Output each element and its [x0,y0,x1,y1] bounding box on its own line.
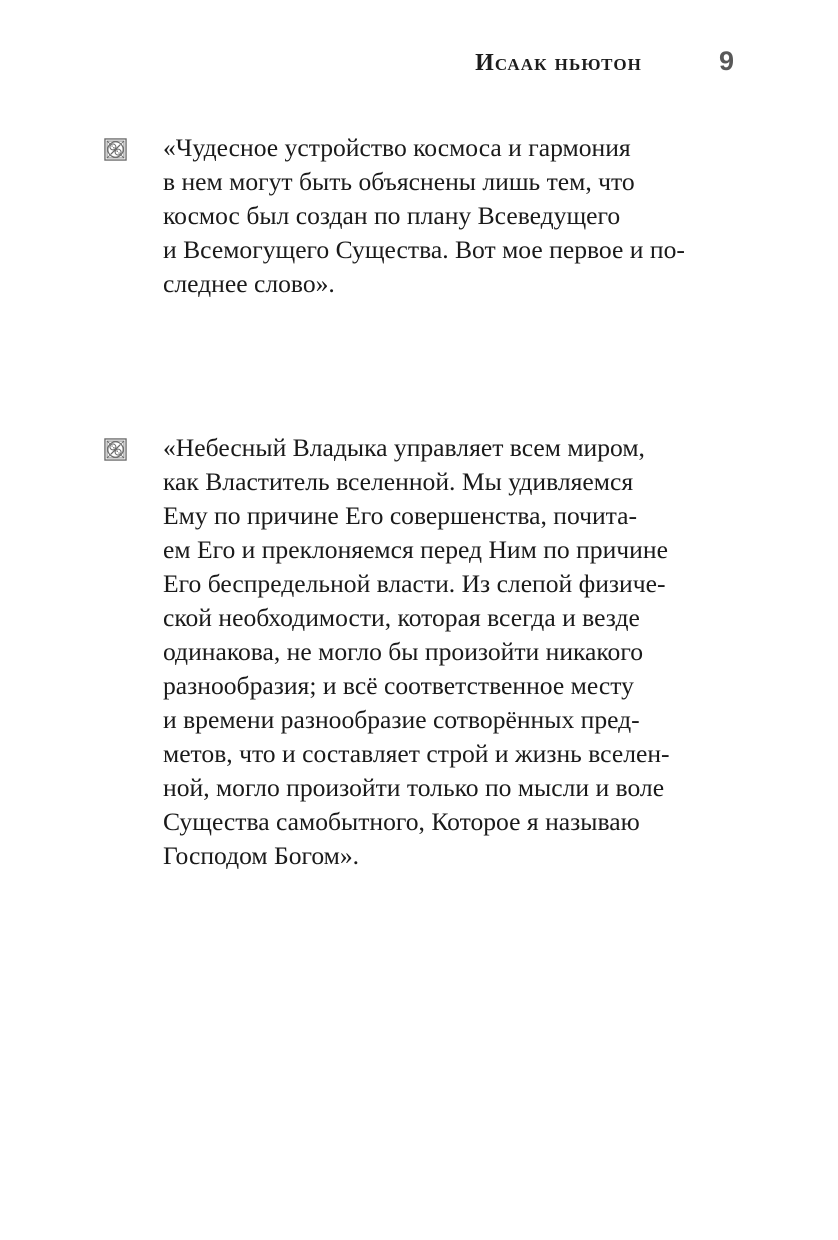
quote-block [0,431,838,873]
square-floral-ornament-icon [104,138,127,161]
quote-line: и Всемогущего Существа. Вот мое первое и по- [163,235,685,264]
quote-line: ной, могло произойти только по мысли и воле [163,773,665,802]
square-floral-ornament-icon [104,438,127,461]
quote-line: и времени разнообразие сотворённых пред- [163,705,640,734]
quote-line: следнее слово». [163,269,335,298]
quote-line: Существа самобытного, Которое я называю [163,807,640,836]
quote-line: ской необходимости, которая всегда и везде [163,603,640,632]
quote-line: метов, что и составляет строй и жизнь вселен- [163,739,670,768]
quote-line: ем Его и преклоняемся перед Ним по причине [163,535,668,564]
quote-block [0,131,838,301]
quote-line: «Чудесное устройство космоса и гармония [163,133,631,162]
quote-line: «Небесный Владыка управляет всем миром, [163,433,645,462]
page-number: 9 [718,46,734,76]
quote-text [163,131,733,301]
quote-text [163,431,733,873]
quote-line: Ему по причине Его совершенства, почита- [163,501,638,530]
quote-line: одинакова, не могло бы произойти никакого [163,637,644,666]
quote-line: Господом Богом». [163,841,360,870]
quote-line: в нем могут быть объяснены лишь тем, что [163,167,635,196]
quote-line: Его беспредельной власти. Из слепой физиче- [163,569,666,598]
quote-line: разнообразия; и всё соответственное месту [163,671,634,700]
running-head-title: Исаак ньютон [475,50,642,76]
page-header [104,46,734,86]
quote-line: космос был создан по плану Всеведущего [163,201,621,230]
quote-line: как Властитель вселенной. Мы удивляемся [163,467,634,496]
quote-list [0,131,838,873]
